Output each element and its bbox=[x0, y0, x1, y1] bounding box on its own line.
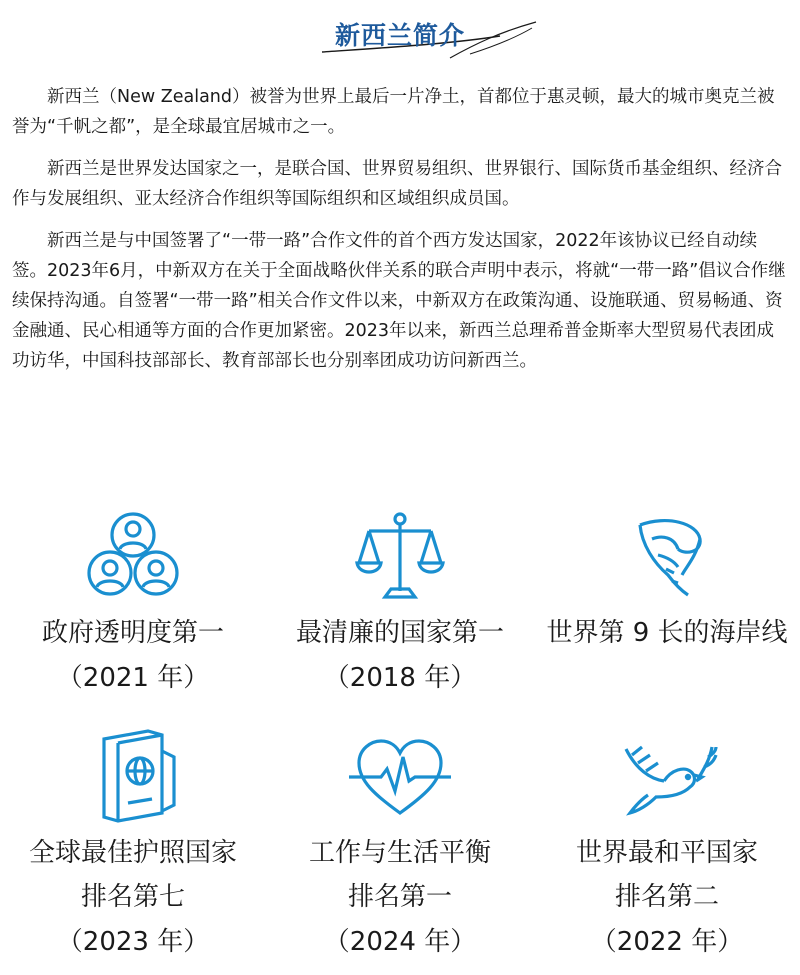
fact-year: （2024 年） bbox=[323, 927, 477, 957]
intro-section bbox=[12, 82, 790, 388]
fact-passport bbox=[0, 725, 266, 965]
fact-government-transparency bbox=[0, 505, 266, 701]
fact-year: （2022 年） bbox=[590, 927, 744, 957]
intro-paragraph: 新西兰是与中国签署了“一带一路”合作文件的首个西方发达国家，2022年该协议已经自动续签。2023年6月，中新双方在关于全面战略伙伴关系的联合声明中表示，将就“一带一路”倡议合作继续保持沟通。自签署“一带一路”相关合作文件以来，中新双方在政策沟通、设施联通、贸易畅通、资金融通、民心相通等方面的合作更加紧密。2023年以来，新西兰总理希普金斯率大型贸易代表团成功访华，中国科技部部长、教育部部长也分别率团成功访问新西兰。 bbox=[12, 231, 786, 371]
fact-title: 最清廉的国家第一 bbox=[295, 618, 504, 648]
fact-subtitle: 排名第一 bbox=[347, 882, 452, 912]
fact-title: 工作与生活平衡 bbox=[308, 838, 491, 868]
fact-work-life-balance bbox=[267, 725, 533, 965]
fact-most-peaceful bbox=[534, 725, 800, 965]
fact-title: 世界最和平国家 bbox=[575, 838, 758, 868]
scales-icon bbox=[345, 505, 455, 605]
fact-least-corrupt bbox=[267, 505, 533, 701]
passport-icon bbox=[78, 725, 188, 825]
intro-paragraph: 新西兰（New Zealand）被誉为世界上最后一片净土，首都位于惠灵顿，最大的城市奥克兰被誉为“千帆之都”，是全球最宜居城市之一。 bbox=[12, 87, 775, 137]
facts-grid bbox=[0, 505, 800, 975]
dove-icon bbox=[612, 725, 722, 825]
seashell-icon bbox=[612, 505, 722, 605]
people-icon bbox=[78, 505, 188, 605]
fact-subtitle: 排名第七 bbox=[80, 882, 185, 912]
fact-coastline bbox=[534, 505, 800, 655]
fact-title: 世界第 9 长的海岸线 bbox=[546, 618, 788, 648]
fact-title: 政府透明度第一 bbox=[41, 618, 224, 648]
fact-year: （2021 年） bbox=[56, 663, 210, 693]
title-area bbox=[0, 14, 800, 64]
heart-pulse-icon bbox=[345, 725, 455, 825]
fact-title: 全球最佳护照国家 bbox=[28, 838, 237, 868]
page-title: 新西兰简介 bbox=[334, 21, 465, 50]
fact-subtitle: 排名第二 bbox=[614, 882, 719, 912]
intro-paragraph: 新西兰是世界发达国家之一，是联合国、世界贸易组织、世界银行、国际货币基金组织、经济合作与发展组织、亚太经济合作组织等国际组织和区域组织成员国。 bbox=[12, 159, 782, 209]
fact-year: （2023 年） bbox=[56, 927, 210, 957]
fact-year: （2018 年） bbox=[323, 663, 477, 693]
